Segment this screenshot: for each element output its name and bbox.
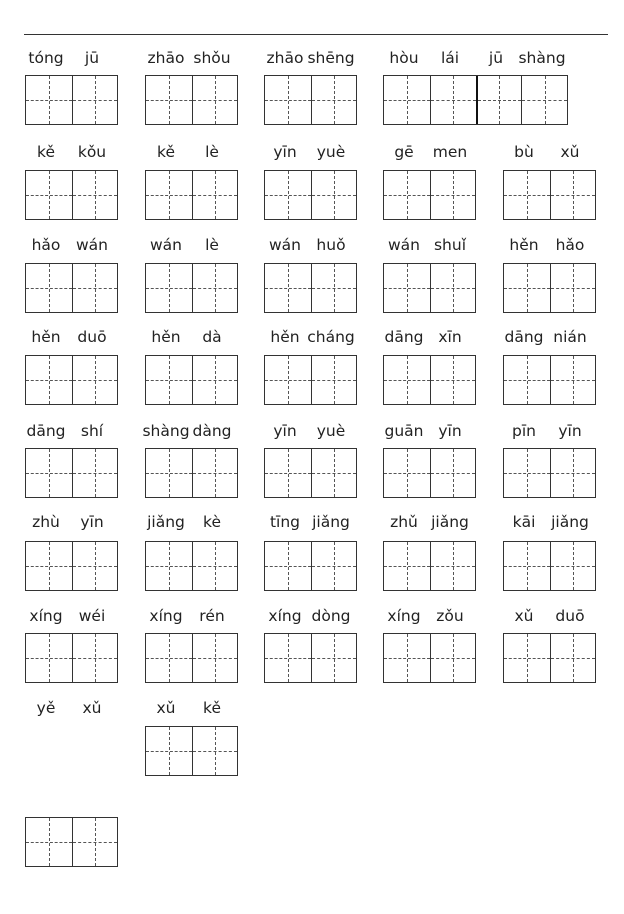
pinyin-label: dòng [311,607,351,625]
writing-grid[interactable] [25,448,118,498]
writing-cell[interactable] [26,264,72,312]
writing-grid[interactable] [145,263,238,313]
writing-grid[interactable] [264,170,357,220]
writing-cell[interactable] [384,634,430,682]
writing-grid[interactable] [264,355,357,405]
pinyin-label: shēng [307,49,355,67]
pinyin-label: lái [440,49,460,67]
writing-cell[interactable] [146,727,192,775]
writing-cell[interactable] [384,264,430,312]
writing-grid[interactable] [383,541,476,591]
pinyin-label: yuè [316,143,346,161]
pinyin-label: xíng [149,607,183,625]
pinyin-label: yīn [80,513,104,531]
pinyin-label: wán [388,236,420,254]
writing-cell[interactable] [384,76,430,124]
writing-cell[interactable] [146,264,192,312]
pinyin-label: kě [157,143,175,161]
pinyin-label: yīn [438,422,462,440]
pinyin-label: huǒ [316,236,346,254]
writing-cell[interactable] [504,356,550,404]
writing-grid[interactable] [264,448,357,498]
writing-cell[interactable] [265,76,311,124]
writing-cell[interactable] [146,171,192,219]
writing-grid[interactable] [145,633,238,683]
writing-cell[interactable] [72,542,118,590]
writing-cell[interactable] [146,542,192,590]
writing-cell[interactable] [311,634,357,682]
writing-cell[interactable] [146,449,192,497]
pinyin-label: shàng [518,49,566,67]
writing-grid[interactable] [264,633,357,683]
writing-grid[interactable] [383,170,476,220]
pinyin-label: gē [394,143,414,161]
pinyin-label: kè [203,513,221,531]
pinyin-label: yīn [558,422,582,440]
writing-cell[interactable] [311,542,357,590]
writing-grid[interactable] [503,633,596,683]
pinyin-label: rén [199,607,225,625]
writing-cell[interactable] [384,542,430,590]
pinyin-label: wán [269,236,301,254]
writing-grid[interactable] [383,448,476,498]
writing-cell[interactable] [384,356,430,404]
writing-cell[interactable] [72,264,118,312]
pinyin-label: wán [150,236,182,254]
pinyin-label: jiǎng [147,513,185,531]
writing-cell[interactable] [192,727,238,775]
writing-cell[interactable] [504,449,550,497]
writing-cell[interactable] [504,634,550,682]
writing-grid[interactable] [25,633,118,683]
pinyin-label: xíng [29,607,63,625]
writing-cell[interactable] [192,634,238,682]
pinyin-label: dāng [26,422,66,440]
writing-cell[interactable] [550,449,596,497]
pinyin-label: jū [488,49,504,67]
writing-cell[interactable] [26,542,72,590]
pinyin-label: hǎo [31,236,61,254]
writing-grid[interactable] [264,541,357,591]
writing-grid[interactable] [145,541,238,591]
pinyin-label: jiǎng [551,513,589,531]
writing-cell[interactable] [430,356,476,404]
writing-cell[interactable] [265,634,311,682]
writing-cell[interactable] [265,264,311,312]
writing-cell[interactable] [26,356,72,404]
writing-cell[interactable] [476,76,522,124]
pinyin-label: hòu [389,49,419,67]
pinyin-label: jiǎng [431,513,469,531]
pinyin-label: xǔ [82,699,102,717]
pinyin-label: dāng [504,328,544,346]
writing-grid[interactable] [145,170,238,220]
writing-grid[interactable] [145,726,238,776]
writing-cell[interactable] [192,171,238,219]
writing-cell[interactable] [430,264,476,312]
writing-grid[interactable] [25,263,118,313]
pinyin-label: lè [205,143,219,161]
writing-cell[interactable] [265,356,311,404]
writing-grid[interactable] [264,263,357,313]
writing-grid[interactable] [145,448,238,498]
pinyin-label: nián [553,328,587,346]
pinyin-label: men [432,143,468,161]
writing-grid[interactable] [145,75,238,125]
writing-grid[interactable] [503,448,596,498]
pinyin-label: dāng [384,328,424,346]
writing-grid[interactable] [383,633,476,683]
pinyin-label: kě [37,143,55,161]
writing-cell[interactable] [72,818,118,866]
writing-grid[interactable] [503,355,596,405]
pinyin-label: wán [76,236,108,254]
writing-cell[interactable] [430,542,476,590]
writing-cell[interactable] [192,356,238,404]
pinyin-label: xǔ [156,699,176,717]
pinyin-label: xíng [268,607,302,625]
writing-cell[interactable] [550,542,596,590]
writing-cell[interactable] [192,76,238,124]
writing-grid[interactable] [503,170,596,220]
writing-cell[interactable] [72,634,118,682]
pinyin-label: shuǐ [433,236,467,254]
pinyin-label: cháng [307,328,355,346]
writing-grid[interactable] [503,541,596,591]
writing-grid[interactable] [503,263,596,313]
pinyin-label: tóng [28,49,64,67]
pinyin-label: duō [77,328,107,346]
writing-cell[interactable] [550,264,596,312]
pinyin-label: duō [555,607,585,625]
writing-cell[interactable] [521,76,567,124]
pinyin-label: xīn [438,328,462,346]
pinyin-label: yuè [316,422,346,440]
writing-cell[interactable] [26,818,72,866]
writing-cell[interactable] [72,171,118,219]
pinyin-label: hěn [270,328,300,346]
writing-cell[interactable] [550,356,596,404]
writing-cell[interactable] [430,171,476,219]
pinyin-label: xǔ [514,607,534,625]
writing-grid[interactable] [264,75,357,125]
writing-cell[interactable] [265,542,311,590]
pinyin-label: jiǎng [312,513,350,531]
writing-cell[interactable] [430,634,476,682]
pinyin-label: hěn [151,328,181,346]
pinyin-label: pīn [512,422,536,440]
writing-cell[interactable] [311,356,357,404]
pinyin-label: lè [205,236,219,254]
writing-cell[interactable] [26,634,72,682]
writing-cell[interactable] [384,171,430,219]
writing-grid[interactable] [383,263,476,313]
pinyin-label: yīn [273,143,297,161]
writing-cell[interactable] [192,449,238,497]
pinyin-label: zhǔ [390,513,418,531]
writing-grid[interactable] [383,75,568,125]
pinyin-label: kǒu [77,143,107,161]
pinyin-label: zhāo [147,49,185,67]
pinyin-label: tīng [269,513,301,531]
writing-cell[interactable] [72,449,118,497]
writing-cell[interactable] [504,171,550,219]
writing-cell[interactable] [26,449,72,497]
writing-cell[interactable] [72,356,118,404]
pinyin-label: bù [514,143,534,161]
pinyin-label: xíng [387,607,421,625]
pinyin-label: hěn [509,236,539,254]
pinyin-label: hěn [31,328,61,346]
pinyin-label: zhāo [266,49,304,67]
writing-grid[interactable] [25,817,118,867]
writing-cell[interactable] [192,264,238,312]
writing-cell[interactable] [550,634,596,682]
writing-grid[interactable] [25,170,118,220]
writing-grid[interactable] [25,355,118,405]
pinyin-label: dà [202,328,222,346]
writing-cell[interactable] [430,449,476,497]
pinyin-label: xǔ [560,143,580,161]
writing-cell[interactable] [504,542,550,590]
writing-cell[interactable] [26,171,72,219]
writing-cell[interactable] [550,171,596,219]
pinyin-label: guān [384,422,424,440]
writing-cell[interactable] [265,171,311,219]
writing-grid[interactable] [25,75,118,125]
writing-cell[interactable] [311,171,357,219]
pinyin-label: kě [203,699,221,717]
pinyin-label: dàng [192,422,232,440]
pinyin-label: hǎo [555,236,585,254]
pinyin-label: yīn [273,422,297,440]
pinyin-label: wéi [78,607,106,625]
pinyin-label: shí [80,422,104,440]
writing-cell[interactable] [384,449,430,497]
top-rule [24,34,608,35]
writing-cell[interactable] [146,634,192,682]
pinyin-label: zǒu [436,607,464,625]
writing-cell[interactable] [430,76,476,124]
pinyin-label: zhù [32,513,60,531]
writing-cell[interactable] [192,542,238,590]
writing-cell[interactable] [146,76,192,124]
writing-cell[interactable] [504,264,550,312]
writing-grid[interactable] [383,355,476,405]
writing-grid[interactable] [25,541,118,591]
writing-cell[interactable] [311,264,357,312]
pinyin-label: shàng [142,422,190,440]
writing-cell[interactable] [26,76,72,124]
writing-cell[interactable] [311,449,357,497]
writing-cell[interactable] [311,76,357,124]
writing-cell[interactable] [265,449,311,497]
writing-cell[interactable] [72,76,118,124]
writing-cell[interactable] [146,356,192,404]
pinyin-label: shǒu [193,49,231,67]
pinyin-label: kāi [512,513,536,531]
writing-grid[interactable] [145,355,238,405]
pinyin-label: jū [84,49,100,67]
pinyin-label: yě [36,699,56,717]
